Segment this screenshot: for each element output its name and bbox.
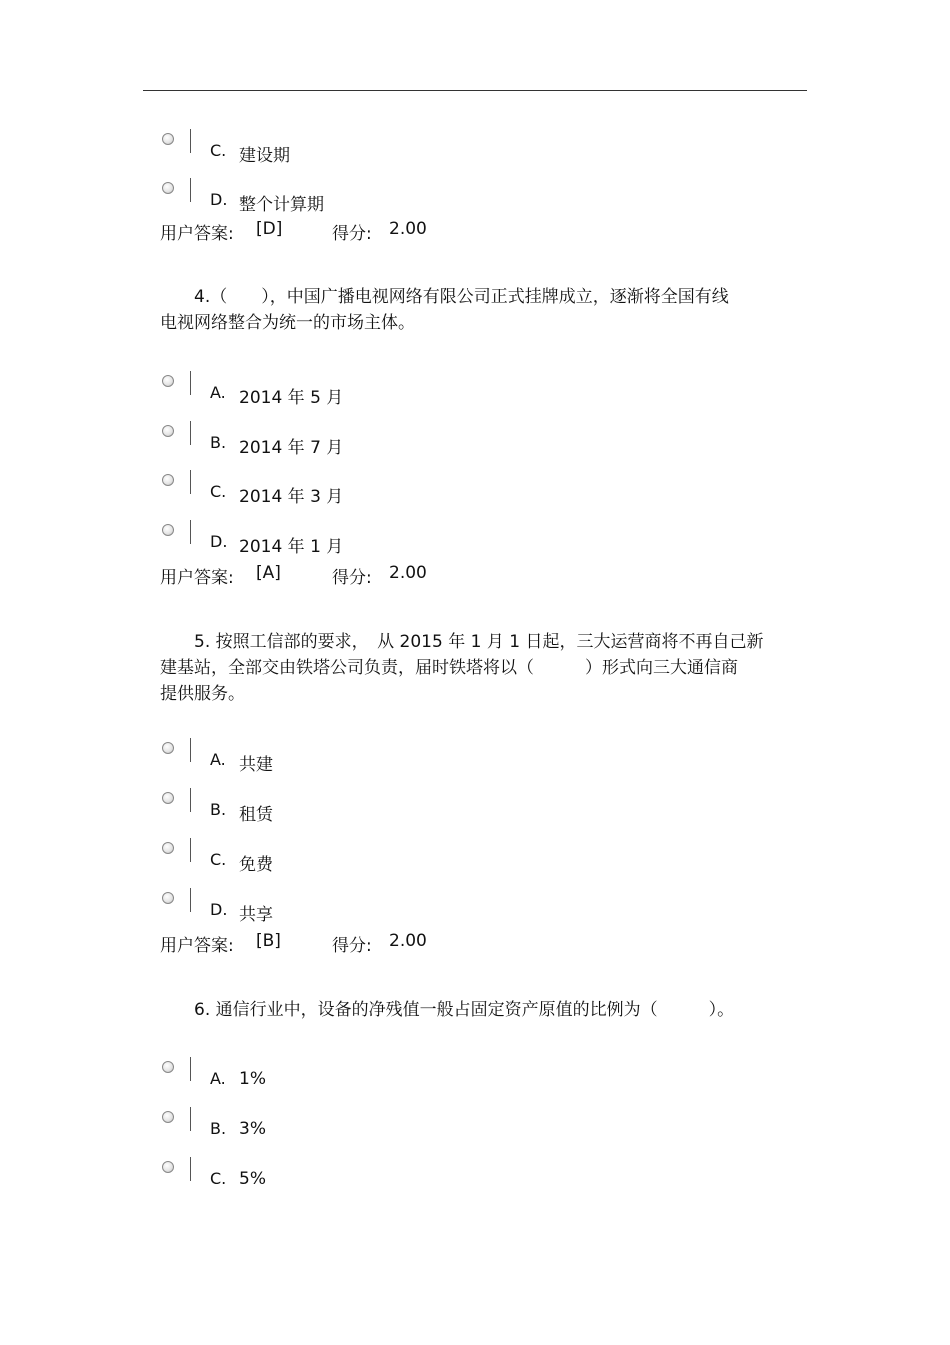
option-letter: A.: [210, 1069, 226, 1088]
radio-button[interactable]: [162, 842, 174, 854]
option-text: 共建: [239, 755, 273, 775]
option-separator: [190, 1157, 191, 1181]
radio-button[interactable]: [162, 1111, 174, 1123]
radio-button[interactable]: [162, 133, 174, 145]
option-letter: C.: [210, 141, 227, 160]
radio-button[interactable]: [162, 742, 174, 754]
option-separator: [190, 470, 191, 494]
option-letter: C.: [210, 850, 227, 869]
option-text: 2014 年 3 月: [239, 487, 344, 507]
score-value: 2.00: [389, 563, 427, 583]
radio-button[interactable]: [162, 524, 174, 536]
option-separator: [190, 129, 191, 153]
option-letter: D.: [210, 190, 228, 209]
question-stem-line: 建基站，全部交由铁塔公司负责，届时铁塔将以（ ）形式向三大通信商: [160, 658, 738, 678]
score-label: 得分:: [332, 936, 372, 956]
score-label: 得分:: [332, 568, 372, 588]
option-separator: [190, 838, 191, 862]
option-letter: D.: [210, 900, 228, 919]
option-letter: A.: [210, 383, 226, 402]
answer-label: 用户答案:: [160, 936, 234, 956]
option-letter: D.: [210, 532, 228, 551]
option-separator: [190, 738, 191, 762]
option-separator: [190, 888, 191, 912]
answer-label: 用户答案:: [160, 224, 234, 244]
score-label: 得分:: [332, 224, 372, 244]
option-text: 2014 年 5 月: [239, 388, 344, 408]
option-letter: C.: [210, 1169, 227, 1188]
option-letter: B.: [210, 1119, 227, 1138]
radio-button[interactable]: [162, 1161, 174, 1173]
option-letter: A.: [210, 750, 226, 769]
option-separator: [190, 371, 191, 395]
question-stem-line: 6. 通信行业中，设备的净残值一般占固定资产原值的比例为（ ）。: [194, 1000, 735, 1020]
radio-button[interactable]: [162, 792, 174, 804]
option-separator: [190, 1107, 191, 1131]
option-separator: [190, 520, 191, 544]
radio-button[interactable]: [162, 182, 174, 194]
option-text: 共享: [239, 905, 273, 925]
question-stem-line: 提供服务。: [160, 684, 245, 704]
question-5-stem: [160, 629, 790, 707]
option-text: 1%: [239, 1069, 266, 1089]
answer-value: [A]: [256, 563, 281, 583]
option-separator: [190, 178, 191, 202]
answer-value: [D]: [256, 219, 283, 239]
radio-button[interactable]: [162, 892, 174, 904]
radio-button[interactable]: [162, 425, 174, 437]
option-text: 整个计算期: [239, 195, 324, 215]
option-letter: B.: [210, 433, 227, 452]
option-text: 免费: [239, 855, 273, 875]
radio-button[interactable]: [162, 474, 174, 486]
score-value: 2.00: [389, 219, 427, 239]
radio-button[interactable]: [162, 1061, 174, 1073]
option-separator: [190, 788, 191, 812]
radio-button[interactable]: [162, 375, 174, 387]
option-text: 2014 年 7 月: [239, 438, 344, 458]
answer-value: [B]: [256, 931, 281, 951]
option-separator: [190, 421, 191, 445]
question-4-stem: [160, 284, 790, 336]
option-separator: [190, 1057, 191, 1081]
question-stem-line: 5. 按照工信部的要求， 从 2015 年 1 月 1 日起，三大运营商将不再自己新: [194, 632, 764, 652]
answer-label: 用户答案:: [160, 568, 234, 588]
question-stem-line: 4.（ ），中国广播电视网络有限公司正式挂牌成立，逐渐将全国有线: [194, 287, 729, 307]
question-6-stem: [160, 997, 790, 1023]
option-text: 3%: [239, 1119, 266, 1139]
option-text: 建设期: [239, 146, 290, 166]
question-stem-line: 电视网络整合为统一的市场主体。: [160, 313, 415, 333]
top-divider: [143, 90, 807, 91]
option-letter: C.: [210, 482, 227, 501]
option-letter: B.: [210, 800, 227, 819]
option-text: 租赁: [239, 805, 273, 825]
option-text: 5%: [239, 1169, 266, 1189]
score-value: 2.00: [389, 931, 427, 951]
option-text: 2014 年 1 月: [239, 537, 344, 557]
